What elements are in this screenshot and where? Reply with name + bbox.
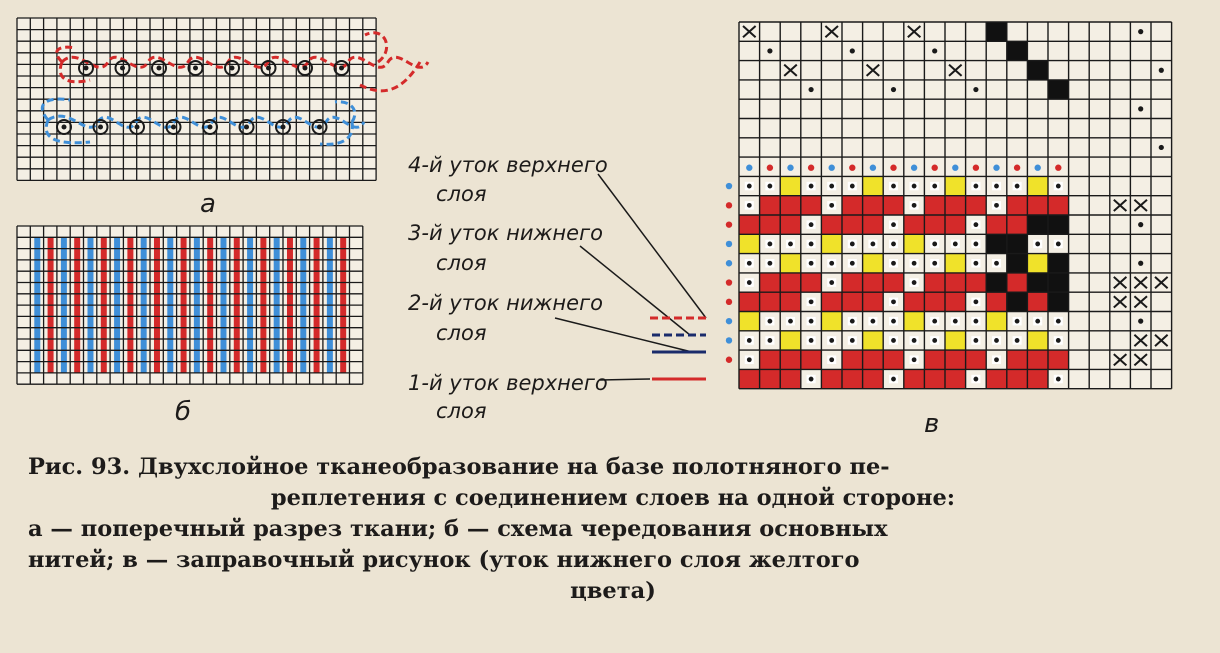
binding-cell bbox=[1007, 292, 1028, 311]
draft-cell bbox=[863, 369, 884, 388]
interlacing-dot-icon bbox=[317, 125, 322, 130]
draft-cell bbox=[883, 196, 904, 215]
label-c: в bbox=[924, 409, 940, 439]
interlacing-dot-icon bbox=[1056, 184, 1061, 189]
interlacing-dot-icon bbox=[1015, 184, 1020, 189]
interlacing-dot-icon bbox=[62, 125, 67, 130]
draft-cell bbox=[1007, 215, 1028, 234]
weft-marker-dot bbox=[726, 318, 732, 324]
draft-cell bbox=[945, 350, 966, 369]
draft-cell bbox=[863, 196, 884, 215]
interlacing-dot-icon bbox=[932, 48, 937, 53]
caption-line-2: реплетения с соединением слоев на одной стороне: bbox=[270, 485, 956, 511]
interlacing-dot-icon bbox=[973, 87, 978, 92]
draft-cell bbox=[780, 176, 801, 195]
interlacing-dot-icon bbox=[891, 242, 896, 247]
interlacing-dot-icon bbox=[281, 125, 286, 130]
draft-diagram bbox=[726, 22, 1172, 389]
warp-marker-dot bbox=[870, 165, 876, 171]
interlacing-dot-icon bbox=[974, 338, 979, 343]
interlacing-dot-icon bbox=[829, 203, 834, 208]
interlacing-dot-icon bbox=[1015, 319, 1020, 324]
warp-marker-dot bbox=[1035, 165, 1041, 171]
interlacing-dot-icon bbox=[788, 319, 793, 324]
weft-marker-dot bbox=[726, 183, 732, 189]
binding-cell bbox=[1048, 215, 1069, 234]
draft-cell bbox=[1007, 369, 1028, 388]
interlacing-dot-icon bbox=[829, 280, 834, 285]
draft-cell bbox=[801, 350, 822, 369]
binding-cell bbox=[1027, 273, 1048, 292]
interlacing-dot-icon bbox=[157, 66, 162, 71]
weft-label-3-line2: слоя bbox=[436, 251, 487, 275]
interlacing-dot-icon bbox=[953, 242, 958, 247]
warp-marker-dot bbox=[787, 165, 793, 171]
interlacing-dot-icon bbox=[974, 261, 979, 266]
draft-cell bbox=[739, 369, 760, 388]
draft-cell bbox=[863, 292, 884, 311]
draft-cell bbox=[904, 215, 925, 234]
interlacing-dot-icon bbox=[747, 261, 752, 266]
binding-cell bbox=[1007, 234, 1028, 253]
draft-cell bbox=[966, 196, 987, 215]
binding-cell bbox=[1027, 215, 1048, 234]
interlacing-dot-icon bbox=[244, 125, 249, 130]
interlacing-dot-icon bbox=[768, 242, 773, 247]
interlacing-dot-icon bbox=[809, 319, 814, 324]
interlacing-dot-icon bbox=[994, 357, 999, 362]
warp-marker-dot bbox=[829, 165, 835, 171]
weft-label-1-line1: 1-й уток верхнего bbox=[408, 371, 608, 395]
figure-caption bbox=[28, 452, 1198, 607]
draft-cell bbox=[842, 196, 863, 215]
weft-marker-dot bbox=[726, 202, 732, 208]
draft-cell bbox=[863, 215, 884, 234]
weft-marker-dot bbox=[726, 279, 732, 285]
leaders bbox=[555, 174, 706, 380]
draft-cell bbox=[780, 331, 801, 350]
weft-label-1-line2: слоя bbox=[436, 399, 487, 423]
draft-cell bbox=[780, 369, 801, 388]
draft-cell bbox=[924, 369, 945, 388]
draft-cell bbox=[904, 369, 925, 388]
weft-label-4-line2: слоя bbox=[436, 182, 487, 206]
interlacing-dot-icon bbox=[994, 338, 999, 343]
interlacing-dot-icon bbox=[747, 338, 752, 343]
interlacing-dot-icon bbox=[809, 299, 814, 304]
warp-marker-dot bbox=[973, 165, 979, 171]
draft-cell bbox=[780, 350, 801, 369]
draft-cell bbox=[945, 292, 966, 311]
draft-cell bbox=[1048, 196, 1069, 215]
interlacing-dot-icon bbox=[829, 338, 834, 343]
draft-cell bbox=[883, 350, 904, 369]
binding-cell bbox=[986, 273, 1007, 292]
draft-cell bbox=[966, 273, 987, 292]
draft-cell bbox=[966, 350, 987, 369]
draft-cell bbox=[1048, 350, 1069, 369]
interlacing-dot-icon bbox=[1035, 319, 1040, 324]
draft-cell bbox=[863, 273, 884, 292]
leader-lines bbox=[555, 174, 706, 380]
draft-cell bbox=[986, 215, 1007, 234]
interlacing-dot-icon bbox=[1138, 29, 1143, 34]
interlacing-dot-icon bbox=[747, 203, 752, 208]
label-a: a bbox=[200, 189, 216, 219]
interlacing-dot-icon bbox=[1138, 106, 1143, 111]
draft-cell bbox=[801, 196, 822, 215]
interlacing-dot-icon bbox=[768, 319, 773, 324]
draft-cell bbox=[1027, 292, 1048, 311]
draft-cell bbox=[924, 350, 945, 369]
draft-cell bbox=[986, 369, 1007, 388]
draft-cell bbox=[760, 292, 781, 311]
interlacing-dot-icon bbox=[1138, 222, 1143, 227]
draft-cell bbox=[945, 215, 966, 234]
weft-marker-dot bbox=[726, 241, 732, 247]
interlacing-dot-icon bbox=[788, 242, 793, 247]
binding-cell bbox=[1027, 61, 1048, 80]
interlacing-dot-icon bbox=[932, 242, 937, 247]
draft-cell bbox=[739, 234, 760, 253]
draft-cell bbox=[1027, 350, 1048, 369]
interlacing-dot-icon bbox=[809, 222, 814, 227]
interlacing-dot-icon bbox=[829, 184, 834, 189]
interlacing-dot-icon bbox=[339, 66, 344, 71]
draft-cell bbox=[1027, 331, 1048, 350]
interlacing-dot-icon bbox=[1015, 338, 1020, 343]
interlacing-dot-icon bbox=[809, 242, 814, 247]
interlacing-dot-icon bbox=[1056, 319, 1061, 324]
interlacing-dot-icon bbox=[912, 338, 917, 343]
interlacing-dot-icon bbox=[891, 261, 896, 266]
draft-cell bbox=[863, 350, 884, 369]
interlacing-dot-icon bbox=[303, 66, 308, 71]
draft-cell bbox=[760, 215, 781, 234]
draft-cell bbox=[945, 176, 966, 195]
draft-cell bbox=[883, 273, 904, 292]
warp-marker-dot bbox=[808, 165, 814, 171]
binding-cell bbox=[1048, 80, 1069, 99]
interlacing-dot-icon bbox=[891, 319, 896, 324]
interlacing-dot-icon bbox=[912, 280, 917, 285]
draft-cell bbox=[904, 312, 925, 331]
interlacing-dot-icon bbox=[120, 66, 125, 71]
draft-cell bbox=[1007, 350, 1028, 369]
binding-cell bbox=[1007, 254, 1028, 273]
warp-marker-dot bbox=[746, 165, 752, 171]
cross-section-diagram bbox=[17, 18, 428, 180]
draft-cell bbox=[760, 369, 781, 388]
interlacing-dot-icon bbox=[850, 48, 855, 53]
draft-cell bbox=[1007, 273, 1028, 292]
interlacing-dot-icon bbox=[891, 87, 896, 92]
interlacing-dot-icon bbox=[230, 66, 235, 71]
interlacing-dot-icon bbox=[850, 261, 855, 266]
draft-cell bbox=[821, 215, 842, 234]
interlacing-dot-icon bbox=[850, 242, 855, 247]
interlacing-dot-icon bbox=[135, 125, 140, 130]
weft-marker-dot bbox=[726, 260, 732, 266]
warp-marker-dot bbox=[1014, 165, 1020, 171]
draft-cell bbox=[780, 254, 801, 273]
interlacing-dot-icon bbox=[1056, 377, 1061, 382]
draft-cell bbox=[842, 273, 863, 292]
draft-cell bbox=[739, 292, 760, 311]
caption-line-5: цвета) bbox=[570, 578, 656, 604]
interlacing-dot-icon bbox=[809, 261, 814, 266]
draft-cell bbox=[945, 254, 966, 273]
warp-marker-dot bbox=[767, 165, 773, 171]
binding-cell bbox=[986, 22, 1007, 41]
warp-marker-dot bbox=[993, 165, 999, 171]
warp-marker-dot bbox=[911, 165, 917, 171]
interlacing-dot-icon bbox=[193, 66, 198, 71]
draft-cell bbox=[1027, 254, 1048, 273]
weft-label-3-line1: 3-й уток нижнего bbox=[408, 221, 603, 245]
draft-cell bbox=[821, 312, 842, 331]
interlacing-dot-icon bbox=[1056, 338, 1061, 343]
interlacing-dot-icon bbox=[891, 377, 896, 382]
draft-cell bbox=[842, 215, 863, 234]
interlacing-dot-icon bbox=[994, 184, 999, 189]
interlacing-dot-icon bbox=[850, 338, 855, 343]
interlacing-dot-icon bbox=[974, 184, 979, 189]
interlacing-dot-icon bbox=[747, 184, 752, 189]
draft-cell bbox=[1007, 196, 1028, 215]
draft-cell bbox=[842, 369, 863, 388]
interlacing-dot-icon bbox=[829, 261, 834, 266]
caption-line-3: а — поперечный разрез ткани; б — схема чередования основных bbox=[28, 516, 888, 542]
interlacing-dot-icon bbox=[891, 338, 896, 343]
warp-marker-dot bbox=[890, 165, 896, 171]
interlacing-dot-icon bbox=[974, 377, 979, 382]
interlacing-dot-icon bbox=[1159, 145, 1164, 150]
binding-cell bbox=[1048, 292, 1069, 311]
draft-cell bbox=[821, 369, 842, 388]
interlacing-dot-icon bbox=[974, 242, 979, 247]
warp-marker-dot bbox=[849, 165, 855, 171]
draft-cell bbox=[821, 234, 842, 253]
interlacing-dot-icon bbox=[266, 66, 271, 71]
interlacing-dot-icon bbox=[871, 319, 876, 324]
draft-cell bbox=[739, 312, 760, 331]
interlacing-dot-icon bbox=[768, 338, 773, 343]
interlacing-dot-icon bbox=[171, 125, 176, 130]
draft-cell bbox=[842, 292, 863, 311]
draft-cell bbox=[904, 234, 925, 253]
weft-label-4-line1: 4-й уток верхнего bbox=[408, 153, 608, 177]
interlacing-dot-icon bbox=[829, 357, 834, 362]
interlacing-dot-icon bbox=[891, 184, 896, 189]
weft-label-2-line2: слоя bbox=[436, 321, 487, 345]
interlacing-dot-icon bbox=[912, 357, 917, 362]
interlacing-dot-icon bbox=[891, 299, 896, 304]
weft-marker-dot bbox=[726, 357, 732, 363]
interlacing-dot-icon bbox=[98, 125, 103, 130]
interlacing-dot-icon bbox=[84, 66, 89, 71]
draft-cell bbox=[924, 273, 945, 292]
weft-marker-dot bbox=[726, 337, 732, 343]
draft-cell bbox=[780, 215, 801, 234]
interlacing-dot-icon bbox=[932, 184, 937, 189]
draft-cell bbox=[986, 312, 1007, 331]
weft-marker-dot bbox=[726, 299, 732, 305]
draft-cell bbox=[945, 273, 966, 292]
interlacing-dot-icon bbox=[1138, 261, 1143, 266]
draft-cell bbox=[924, 292, 945, 311]
draft-cell bbox=[760, 196, 781, 215]
draft-cell bbox=[904, 292, 925, 311]
interlacing-dot-icon bbox=[891, 222, 896, 227]
interlacing-dot-icon bbox=[208, 125, 213, 130]
interlacing-dot-icon bbox=[932, 261, 937, 266]
interlacing-dot-icon bbox=[1159, 68, 1164, 73]
interlacing-dot-icon bbox=[912, 184, 917, 189]
draft-cell bbox=[1027, 196, 1048, 215]
weft-labels bbox=[408, 153, 608, 423]
interlacing-dot-icon bbox=[809, 184, 814, 189]
draft-cell bbox=[945, 369, 966, 388]
draft-cell bbox=[739, 215, 760, 234]
interlacing-dot-icon bbox=[1035, 242, 1040, 247]
binding-cell bbox=[1048, 273, 1069, 292]
interlacing-dot-icon bbox=[974, 299, 979, 304]
draft-cell bbox=[1027, 176, 1048, 195]
interlacing-dot-icon bbox=[809, 338, 814, 343]
interlacing-dot-icon bbox=[1138, 319, 1143, 324]
draft-cell bbox=[924, 215, 945, 234]
interlacing-dot-icon bbox=[974, 222, 979, 227]
draft-cell bbox=[780, 292, 801, 311]
interlacing-dot-icon bbox=[747, 357, 752, 362]
warp-marker-dot bbox=[1055, 165, 1061, 171]
label-b: б bbox=[175, 397, 192, 427]
interlacing-dot-icon bbox=[850, 184, 855, 189]
interlacing-dot-icon bbox=[768, 261, 773, 266]
interlacing-dot-icon bbox=[871, 242, 876, 247]
warp-marker-dot bbox=[952, 165, 958, 171]
draft-cell bbox=[924, 196, 945, 215]
interlacing-dot-icon bbox=[994, 261, 999, 266]
interlacing-dot-icon bbox=[932, 319, 937, 324]
interlacing-dot-icon bbox=[932, 338, 937, 343]
interlacing-dot-icon bbox=[1056, 242, 1061, 247]
draft-cell bbox=[863, 176, 884, 195]
draft-cell bbox=[863, 331, 884, 350]
interlacing-dot-icon bbox=[809, 377, 814, 382]
weft-marker-dot bbox=[726, 221, 732, 227]
draft-cell bbox=[801, 273, 822, 292]
warp-alternation-diagram bbox=[17, 226, 363, 384]
draft-cell bbox=[760, 273, 781, 292]
draft-cell bbox=[1027, 369, 1048, 388]
interlacing-dot-icon bbox=[767, 48, 772, 53]
weft-label-2-line1: 2-й уток нижнего bbox=[408, 291, 603, 315]
caption-line-1: Рис. 93. Двухслойное тканеобразование на базе полотняного пе- bbox=[28, 454, 890, 480]
draft-cell bbox=[986, 292, 1007, 311]
interlacing-dot-icon bbox=[768, 184, 773, 189]
binding-cell bbox=[1007, 41, 1028, 60]
interlacing-dot-icon bbox=[850, 319, 855, 324]
draft-cell bbox=[842, 350, 863, 369]
draft-cell bbox=[780, 196, 801, 215]
interlacing-dot-icon bbox=[912, 203, 917, 208]
draft-cell bbox=[760, 350, 781, 369]
warp-marker-dot bbox=[932, 165, 938, 171]
binding-cell bbox=[1048, 254, 1069, 273]
caption-line-4: нитей; в — заправочный рисунок (уток нижнего слоя желтого bbox=[28, 547, 860, 573]
draft-cell bbox=[945, 196, 966, 215]
draft-cell bbox=[945, 331, 966, 350]
draft-cell bbox=[863, 254, 884, 273]
interlacing-dot-icon bbox=[953, 319, 958, 324]
interlacing-dot-icon bbox=[994, 203, 999, 208]
interlacing-dot-icon bbox=[912, 261, 917, 266]
interlacing-dot-icon bbox=[747, 280, 752, 285]
interlacing-dot-icon bbox=[974, 319, 979, 324]
draft-cell bbox=[780, 273, 801, 292]
draft-cell bbox=[821, 292, 842, 311]
interlacing-dot-icon bbox=[809, 87, 814, 92]
binding-cell bbox=[986, 234, 1007, 253]
